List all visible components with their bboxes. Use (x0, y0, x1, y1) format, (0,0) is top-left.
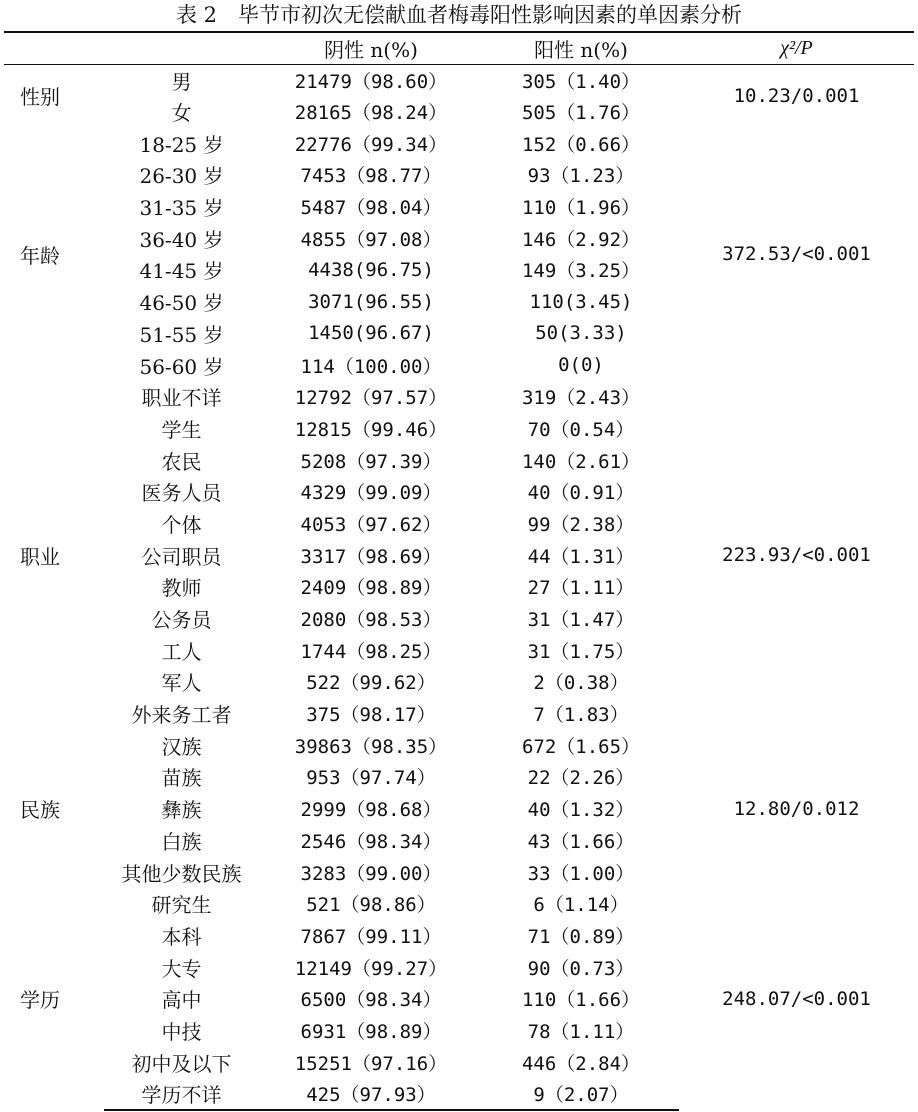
negative-value: 2546（98.34） (300, 830, 442, 853)
positive-value: 40（1.32） (527, 799, 635, 822)
negative-value: 1744（98.25） (300, 640, 442, 663)
negative-value: 425（97.93） (259, 1078, 483, 1110)
negative-value: 2080（98.53） (300, 609, 442, 632)
subgroup-label: 初中及以下 (131, 1051, 232, 1076)
positive-value: 110(3.45) (529, 290, 633, 313)
subgroup-label: 高中 (161, 988, 202, 1013)
subgroup-label: 公务员 (151, 608, 212, 633)
positive-value: 44（1.31） (527, 545, 635, 568)
subgroup-label: 工人 (161, 639, 202, 664)
negative-value: 12149（99.27） (294, 957, 448, 980)
header-negative: 阴性 n(%) (259, 32, 483, 64)
subgroup-label: 外来务工者 (131, 703, 232, 728)
group-label: 民族 (20, 798, 60, 823)
subgroup-label: 中技 (161, 1019, 202, 1044)
negative-value: 6500（98.34） (300, 989, 442, 1012)
positive-value: 90（0.73） (527, 957, 635, 980)
negative-value: 522（99.62） (306, 672, 436, 695)
group-label: 职业 (20, 544, 60, 569)
negative-value: 4329（99.09） (300, 482, 442, 505)
subgroup-label: 研究生 (151, 893, 212, 918)
table-title: 表 2 毕节市初次无偿献血者梅毒阳性影响因素的单因素分析 (175, 3, 743, 27)
subgroup-label: 个体 (161, 512, 202, 537)
subgroup-label: 白族 (161, 829, 202, 854)
negative-value: 7453（98.77） (300, 165, 442, 188)
negative-value: 5487（98.04） (300, 197, 442, 220)
chi-square-p-value: 12.80/0.012 (733, 797, 860, 820)
positive-value: 22（2.26） (527, 767, 635, 790)
negative-value: 21479（98.60） (294, 70, 448, 93)
header-chi-square-p: χ²/P (679, 32, 914, 64)
positive-value: 319（2.43） (521, 387, 641, 410)
chi-square-p-value: 248.07/<0.001 (722, 987, 871, 1010)
subgroup-label: 51-55 岁 (139, 322, 224, 347)
subgroup-label: 26-30 岁 (139, 164, 224, 189)
table-row (4, 729, 914, 761)
subgroup-label: 学历不详 (104, 1078, 259, 1110)
positive-value: 152（0.66） (521, 133, 641, 156)
chi-square-p-value: 223.93/<0.001 (722, 544, 871, 567)
positive-value: 7（1.83） (533, 704, 629, 727)
subgroup-label: 56-60 岁 (139, 354, 224, 379)
positive-value: 140（2.61） (521, 450, 641, 473)
negative-value: 953（97.74） (306, 767, 436, 790)
negative-value: 5208（97.39） (300, 450, 442, 473)
negative-value: 375（98.17） (306, 704, 436, 727)
positive-value: 305（1.40） (521, 70, 641, 93)
subgroup-label: 女 (171, 101, 192, 126)
positive-value: 43（1.66） (527, 830, 635, 853)
subgroup-label: 36-40 岁 (139, 227, 224, 252)
negative-value: 28165（98.24） (294, 102, 448, 125)
chi-square-p-value: 372.53/<0.001 (722, 243, 871, 266)
header-group (4, 32, 104, 64)
negative-value: 114（100.00） (300, 355, 442, 378)
negative-value: 2999（98.68） (300, 799, 442, 822)
header-subgroup (104, 32, 259, 64)
table-body (4, 64, 914, 1110)
positive-value: 93（1.23） (527, 165, 635, 188)
positive-value: 71（0.89） (527, 925, 635, 948)
positive-value: 50(3.33) (535, 322, 627, 345)
positive-value: 110（1.96） (521, 197, 641, 220)
negative-value: 12815（99.46） (294, 418, 448, 441)
positive-value: 149（3.25） (521, 260, 641, 283)
subgroup-label: 苗族 (161, 766, 202, 791)
group-label: 年龄 (20, 243, 60, 268)
positive-value: 40（0.91） (527, 482, 635, 505)
positive-value: 70（0.54） (527, 418, 635, 441)
table-row (4, 381, 914, 413)
positive-value: 672（1.65） (521, 735, 641, 758)
subgroup-label: 41-45 岁 (139, 259, 224, 284)
group-label: 性别 (20, 85, 60, 110)
positive-value: 99（2.38） (527, 513, 635, 536)
subgroup-label: 其他少数民族 (121, 861, 242, 886)
negative-value: 22776（99.34） (294, 133, 448, 156)
negative-value: 6931（98.89） (300, 1020, 442, 1043)
subgroup-label: 医务人员 (141, 481, 222, 506)
negative-value: 15251（97.16） (294, 1052, 448, 1075)
univariate-analysis-table (4, 31, 914, 1111)
negative-value: 4855（97.08） (300, 228, 442, 251)
negative-value: 521（98.86） (306, 894, 436, 917)
subgroup-label: 男 (171, 69, 192, 94)
subgroup-label: 本科 (161, 924, 202, 949)
positive-value: 146（2.92） (521, 228, 641, 251)
subgroup-label: 彝族 (161, 798, 202, 823)
positive-value: 0(0) (558, 354, 604, 377)
subgroup-label: 军人 (161, 671, 202, 696)
positive-value: 78（1.11） (527, 1020, 635, 1043)
positive-value: 2（0.38） (533, 672, 629, 695)
negative-value: 39863（98.35） (294, 735, 448, 758)
subgroup-label: 农民 (161, 449, 202, 474)
positive-value: 446（2.84） (521, 1052, 641, 1075)
subgroup-label: 大专 (161, 956, 202, 981)
positive-value: 505（1.76） (521, 102, 641, 125)
table-row (4, 888, 914, 920)
subgroup-label: 教师 (161, 576, 202, 601)
table-row (4, 64, 914, 96)
table-row (4, 127, 914, 159)
header-positive: 阳性 n(%) (483, 32, 679, 64)
subgroup-label: 31-35 岁 (139, 196, 224, 221)
positive-value: 110（1.66） (521, 989, 641, 1012)
positive-value: 31（1.75） (527, 640, 635, 663)
negative-value: 4053（97.62） (300, 513, 442, 536)
positive-value: 27（1.11） (527, 577, 635, 600)
negative-value: 3071(96.55) (308, 290, 434, 313)
negative-value: 12792（97.57） (294, 387, 448, 410)
negative-value: 1450(96.67) (308, 322, 434, 345)
positive-value: 33（1.00） (527, 862, 635, 885)
negative-value: 7867（99.11） (300, 925, 442, 948)
subgroup-label: 职业不详 (141, 386, 222, 411)
header-row (4, 32, 914, 64)
subgroup-label: 46-50 岁 (139, 291, 224, 316)
positive-value: 9（2.07） (483, 1078, 679, 1110)
subgroup-label: 公司职员 (141, 544, 222, 569)
negative-value: 3283（99.00） (300, 862, 442, 885)
subgroup-label: 汉族 (161, 734, 202, 759)
positive-value: 6（1.14） (533, 894, 629, 917)
group-label: 学历 (20, 988, 60, 1013)
subgroup-label: 学生 (161, 417, 202, 442)
chi-square-p-value: 10.23/0.001 (733, 84, 860, 107)
positive-value: 31（1.47） (527, 609, 635, 632)
negative-value: 3317（98.69） (300, 545, 442, 568)
negative-value: 4438(96.75) (308, 258, 434, 281)
negative-value: 2409（98.89） (300, 577, 442, 600)
subgroup-label: 18-25 岁 (139, 132, 224, 157)
